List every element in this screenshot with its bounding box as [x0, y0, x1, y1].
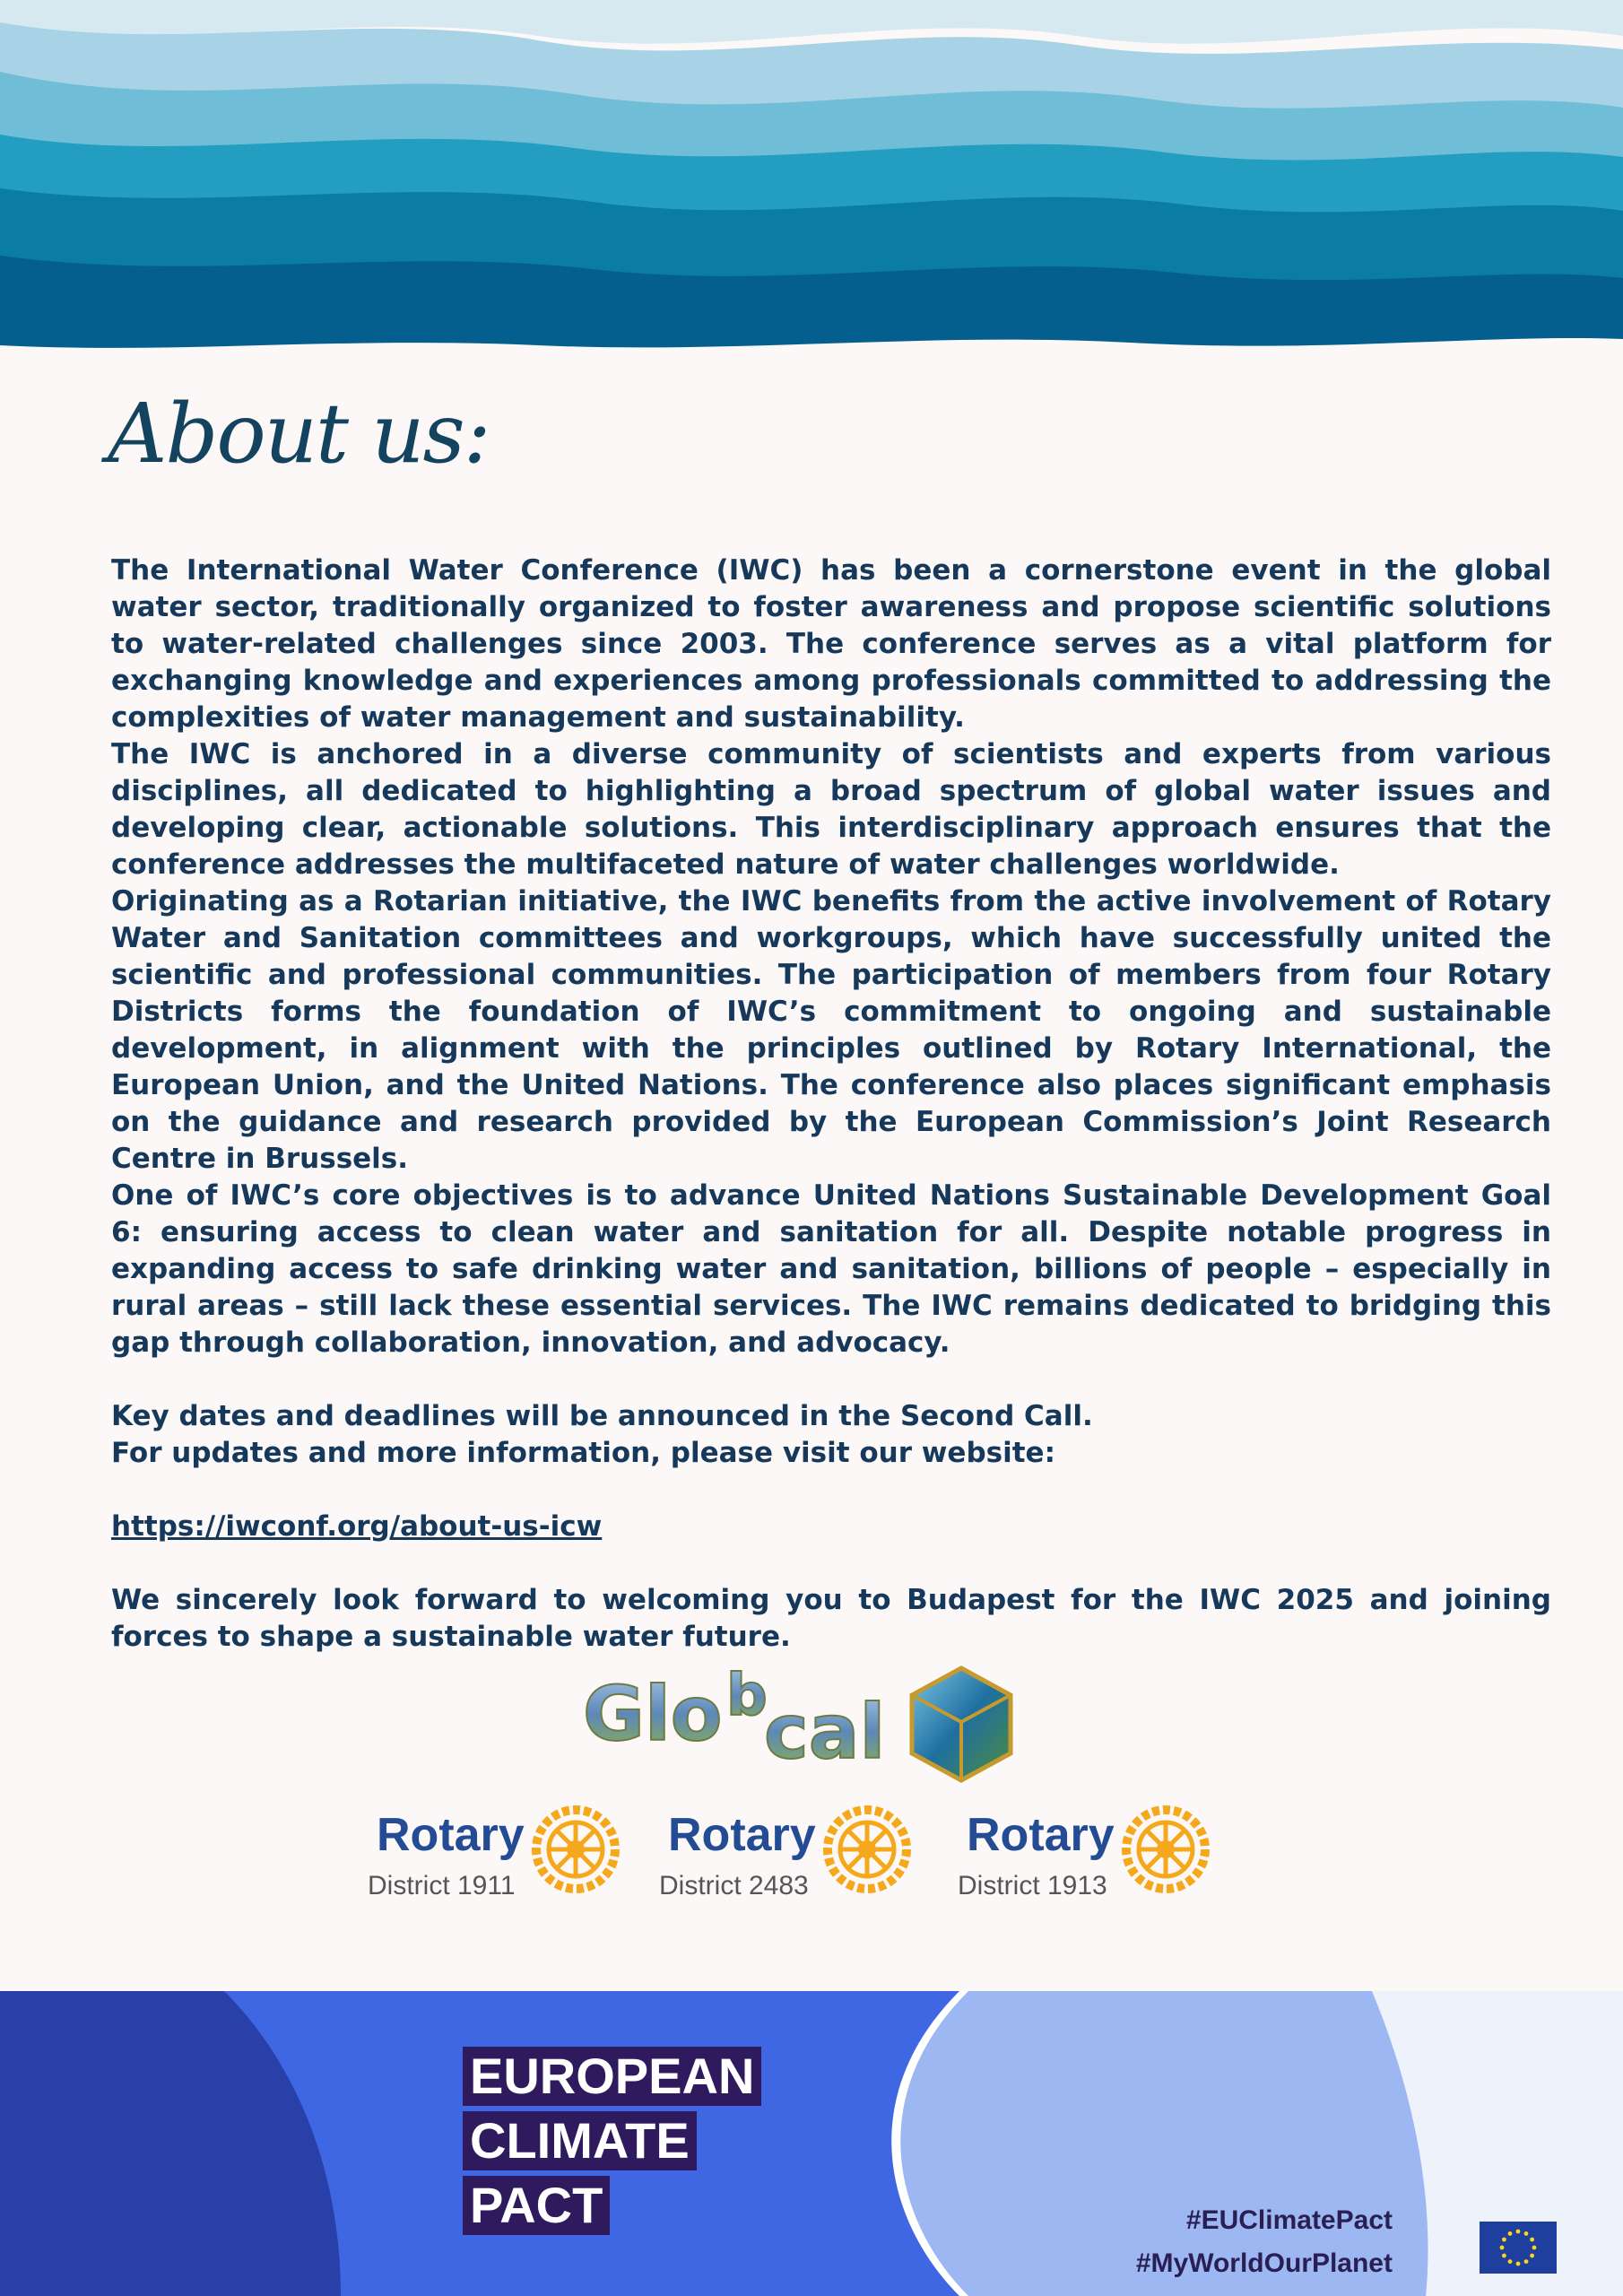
svg-text:b: b [726, 1663, 768, 1729]
rotary-district-1913-logo [958, 1799, 1227, 1907]
globcal-logo [574, 1650, 1040, 1794]
page-title: About us: [108, 386, 490, 482]
paragraph-community: The IWC is anchored in a diverse community of scientists and experts from various disciplines, all dedicated to highlighting a broad spectrum of global water issues and developing clear, actionable solutions. This interdisciplinary approach ensures that the conference addresses the multifaceted nature of water challenges worldwide. [111, 738, 1551, 881]
pact-word-european: EUROPEAN [463, 2047, 761, 2106]
svg-text:cal: cal [764, 1688, 886, 1776]
rotary-district-label: District 2483 [659, 1871, 809, 1900]
svg-text:Glo: Glo [583, 1670, 723, 1758]
rotary-wheel-icon [531, 1805, 621, 1894]
rotary-district-label: District 1913 [958, 1871, 1107, 1900]
closing-text: We sincerely look forward to welcoming you to Budapest for the IWC 2025 and joining forces to shape a sustainable water future. [111, 1584, 1551, 1653]
website-link[interactable]: https://iwconf.org/about-us-icw [111, 1510, 603, 1543]
pact-word-climate: CLIMATE [463, 2111, 697, 2170]
rotary-wordmark: Rotary [377, 1809, 525, 1861]
rotary-wheel-icon [822, 1805, 912, 1894]
hashtags [1136, 2199, 1393, 2285]
eu-flag-icon [1480, 2222, 1557, 2274]
body-text [111, 552, 1551, 1656]
rotary-district-1911-logo [368, 1799, 637, 1907]
updates-text: For updates and more information, please visit our website: [111, 1437, 1055, 1469]
paragraph-sdg6: One of IWC’s core objectives is to advance United Nations Sustainable Development Goal 6: ensuring access to clean water and sanitation for all. Despite notable progress in expanding access to safe drinking water and sanitation, billions of people – especially in rural areas – still lack these essential services. The IWC remains dedicated to bridging this gap through collaboration, innovation, and advocacy. [111, 1179, 1551, 1359]
rotary-wordmark: Rotary [668, 1809, 816, 1861]
european-climate-pact-logo [463, 2047, 761, 2240]
rotary-district-2483-logo [659, 1799, 928, 1907]
rotary-wheel-icon [1121, 1805, 1211, 1894]
rotary-wordmark: Rotary [967, 1809, 1115, 1861]
header-wave-banner [0, 0, 1623, 359]
rotary-district-label: District 1911 [368, 1871, 516, 1900]
key-dates-text: Key dates and deadlines will be announced in the Second Call. [111, 1400, 1093, 1432]
paragraph-rotary: Originating as a Rotarian initiative, the IWC benefits from the active involvement of Rotary Water and Sanitation committees and workgroups, which have successfully united the scientific and professional communities. The participation of members from four Rotary Districts forms the foundation of IWC’s commitment to ongoing and sustainable development, in alignment with the principles outlined by Rotary International, the European Union, and the United Nations. The conference also places significant emphasis on the guidance and research provided by the European Commission’s Joint Research Centre in Brussels. [111, 885, 1551, 1175]
hashtag-eu-climate-pact: #EUClimatePact [1185, 2205, 1393, 2235]
paragraph-intro: The International Water Conference (IWC) has been a cornerstone event in the global water sector, traditionally organized to foster awareness and propose scientific solutions to water-related challenges since 2003. The conference serves as a vital platform for exchanging knowledge and experiences among professionals committed to addressing the complexities of water management and sustainability. [111, 554, 1551, 734]
hashtag-my-world-our-planet: #MyWorldOurPlanet [1135, 2248, 1393, 2278]
pact-word-pact: PACT [463, 2176, 610, 2235]
